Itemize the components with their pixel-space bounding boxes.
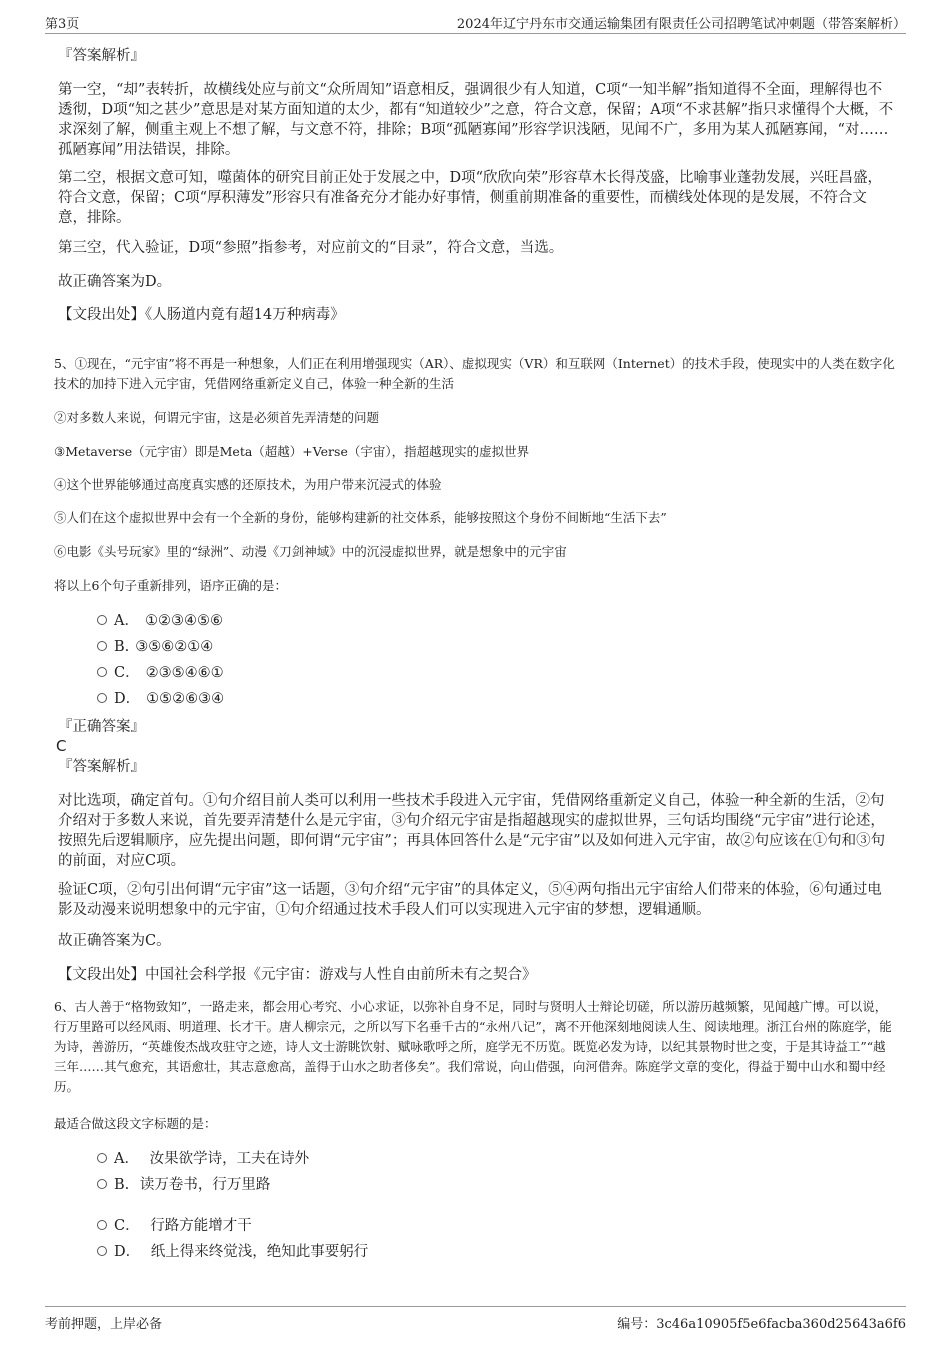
header-divider [45,33,906,34]
q5-correct-label: 『正确答案』 [58,719,145,735]
q5-analysis-para1: 对比选项，确定首句。①句介绍目前人类可以利用一些技术手段进入元宇宙，凭借网络重新定义自己，体验一种全新的生活，②句介绍对于多数人来说，首先要弄清楚什么是元宇宙，③句介绍元宇宙是指超越现实的虚拟世界，三句话均围绕“元宇宙”进行论述，按照先后逻辑顺序，应先提出问题，即何谓“元宇宙”；再具体回答什么是“元宇宙”以及如何进入元宇宙，故②句应该在①句和③句的前面，对应C项。 [58,793,886,869]
radio-icon[interactable] [97,1246,107,1256]
q5-correct-answer: C [56,737,67,755]
q5-option-a[interactable]: A． ①②③④⑤⑥ [97,611,223,631]
q5-analysis-para2: 验证C项，②句引出何谓“元宇宙”这一话题，③句介绍“元宇宙”的具体定义，⑤④两句指出元宇宙给人们带来的体验，⑥句通过电影及动漫来说明想象中的元宇宙，①句介绍通过技术手段人们可以实现进入元宇宙的梦想，逻辑通顺。 [58,882,882,918]
radio-icon[interactable] [97,615,107,625]
q6-passage: 6、古人善于“格物致知”，一路走来，都会用心考究、小心求证，以弥补自身不足，同时与贤明人士辩论切磋，所以游历越频繁，见闻越广博。可以说，行万里路可以经风雨、明道理、长才干。唐人柳宗元，之所以写下名垂千古的“永州八记”，离不开他深刻地阅读人生、阅读地理。浙江台州的陈庭学，能为诗，善游历，“英雄俊杰战攻驻守之迹，诗人文士游眺饮射、赋咏歌呼之所，庭学无不历览。既览必发为诗，以纪其景物时世之变，于是其诗益工”“越三年……其气愈充，其语愈壮，其志意愈高，盖得于山水之助者侈矣”。我们常说，向山借强，向河借奔。陈庭学文章的变化，得益于蜀中山水和蜀中经历。 [54,999,892,1094]
document-title: 2024年辽宁丹东市交通运输集团有限责任公司招聘笔试冲刺题（带答案解析） [456,17,906,32]
q5-analysis-label: 『答案解析』 [58,759,145,775]
q5-sentence-4: ④这个世界能够通过高度真实感的还原技术，为用户带来沉浸式的体验 [54,477,442,492]
q6-option-c[interactable]: C． 行路方能增才干 [97,1216,252,1236]
q4-analysis-para1: 第一空，“却”表转折，故横线处应与前文“众所周知”语意相反，强调很少有人知道，C项“一知半解”指知道得不全面，理解得也不透彻，D项“知之甚少”意思是对某方面知道的太少，都有“知道较少”之意，符合文意，保留；A项“不求甚解”指只求懂得个大概，不求深刻了解，侧重主观上不想了解，与文意不符，排除；B项“孤陋寡闻”形容学识浅陋，见闻不广，多用为某人孤陋寡闻，“对……孤陋寡闻”用法错误，排除。 [58,82,894,158]
radio-icon[interactable] [97,667,107,677]
q4-conclusion: 故正确答案为D。 [58,274,172,290]
q5-conclusion: 故正确答案为C。 [58,933,171,949]
radio-icon[interactable] [97,693,107,703]
q5-sentence-3: ③Metaverse（元宇宙）即是Meta（超越）+Verse（宇宙），指超越现实的虚拟世界 [54,444,530,459]
q5-sentence-2: ②对多数人来说，何谓元宇宙，这是必须首先弄清楚的问题 [54,410,380,425]
q4-analysis-para3: 第三空，代入验证，D项“参照”指参考，对应前文的“目录”，符合文意，当选。 [58,240,564,256]
q5-source: 【文段出处】中国社会科学报《元宇宙：游戏与人性自由前所未有之契合》 [58,967,537,983]
page-number: 第3页 [45,17,80,32]
q5-option-b[interactable]: B. ③⑤⑥②①④ [97,637,213,657]
q6-option-b[interactable]: B. 读万卷书，行万里路 [97,1175,270,1195]
q6-option-d[interactable]: D． 纸上得来终觉浅，绝知此事要躬行 [97,1242,368,1262]
q5-option-d[interactable]: D． ①⑤②⑥③④ [97,689,224,709]
q4-analysis-label: 『答案解析』 [58,48,145,64]
radio-icon[interactable] [97,1153,107,1163]
radio-icon[interactable] [97,641,107,651]
footer-serial: 编号：3c46a10905f5e6facba360d25643a6f6 [617,1317,906,1332]
q5-prompt: 将以上6个句子重新排列，语序正确的是： [54,578,287,593]
footer-divider [45,1306,906,1307]
q4-analysis-para2: 第二空，根据文意可知，噬菌体的研究目前正处于发展之中，D项“欣欣向荣”形容草木长得茂盛，比喻事业蓬勃发展，兴旺昌盛，符合文意，保留；C项“厚积薄发”形容只有准备充分才能办好事情，侧重前期准备的重要性，而横线处体现的是发展，不符合文意，排除。 [58,170,882,226]
q5-option-c[interactable]: C． ②③⑤④⑥① [97,663,224,683]
footer-slogan: 考前押题，上岸必备 [45,1317,163,1332]
radio-icon[interactable] [97,1220,107,1230]
q5-sentence-6: ⑥电影《头号玩家》里的“绿洲”、动漫《刀剑神域》中的沉浸虚拟世界，就是想象中的元宇宙 [54,544,567,559]
q6-prompt: 最适合做这段文字标题的是： [54,1116,217,1131]
q4-source: 【文段出处】《人肠道内竟有超14万种病毒》 [58,307,345,323]
q5-sentence-5: ⑤人们在这个虚拟世界中会有一个全新的身份，能够构建新的社交体系，能够按照这个身份不间断地“生活下去” [54,510,667,525]
radio-icon[interactable] [97,1179,107,1189]
q5-sentence-1: 5、①现在，“元宇宙”将不再是一种想象，人们正在利用增强现实（AR）、虚拟现实（VR）和互联网（Internet）的技术手段，使现实中的人类在数字化技术的加持下进入元宇宙，凭借网络重新定义自己，体验一种全新的生活 [54,356,895,391]
q6-option-a[interactable]: A． 汝果欲学诗，工夫在诗外 [97,1149,309,1169]
